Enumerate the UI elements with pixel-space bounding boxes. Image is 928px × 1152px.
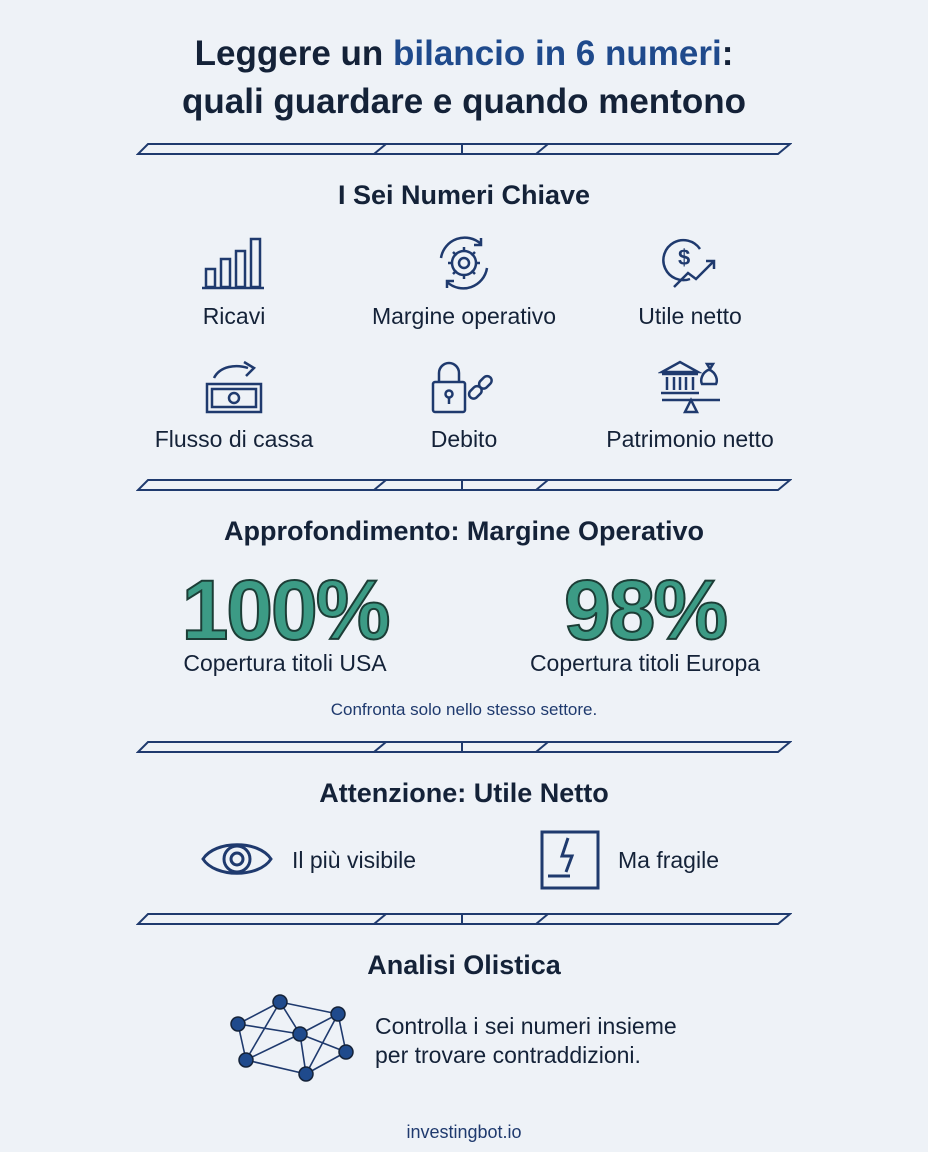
warning-label-fragile: Ma fragile [618, 847, 719, 873]
warning-label-visible: Il più visibile [292, 847, 416, 873]
kpi-label-ricavi: Ricavi [202, 303, 266, 329]
stat-label-usa: Copertura titoli USA [183, 650, 387, 676]
broken-box-icon [540, 830, 600, 890]
divider [136, 478, 792, 492]
divider [136, 912, 792, 926]
eye-icon [200, 834, 274, 884]
key-numbers-title: I Sei Numeri Chiave [337, 180, 591, 210]
title-accent: bilancio in 6 numeri [393, 34, 722, 73]
divider [136, 142, 792, 156]
dollar-trend-icon [660, 235, 720, 295]
kpi-label-flusso: Flusso di cassa [154, 426, 314, 452]
stat-value-europa: 98% [563, 563, 727, 657]
kpi-label-debito: Debito [430, 426, 498, 452]
footer-site[interactable]: investingbot.io [406, 1122, 522, 1142]
page-title-line2: quali guardare e quando mentono [182, 82, 746, 121]
warning-title: Attenzione: Utile Netto [319, 778, 609, 808]
stat-label-europa: Copertura titoli Europa [529, 650, 761, 676]
svg-text:$: $ [678, 245, 691, 270]
holistic-text [375, 1012, 677, 1070]
page-title-line1: Leggere un bilancio in 6 numeri: [194, 34, 734, 73]
holistic-text-line2: per trovare contraddizioni. [375, 1042, 641, 1068]
page-title [0, 30, 928, 126]
network-icon [226, 992, 358, 1084]
deep-dive-title: Approfondimento: Margine Operativo [223, 516, 704, 546]
kpi-label-patrimonio: Patrimonio netto [606, 426, 774, 452]
kpi-label-margine: Margine operativo [371, 303, 557, 329]
stat-value-usa: 100% [181, 563, 389, 657]
cash-flow-icon [204, 358, 264, 416]
kpi-label-utile: Utile netto [638, 303, 742, 329]
divider [136, 740, 792, 754]
bank-scale-icon [658, 358, 724, 416]
bar-chart-icon [202, 235, 266, 291]
gear-cycle-icon [433, 232, 495, 294]
holistic-title: Analisi Olistica [367, 950, 561, 980]
sector-note: Confronta solo nello stesso settore. [330, 700, 598, 719]
holistic-text-line1: Controlla i sei numeri insieme [375, 1013, 677, 1039]
lock-chain-icon [430, 358, 500, 416]
